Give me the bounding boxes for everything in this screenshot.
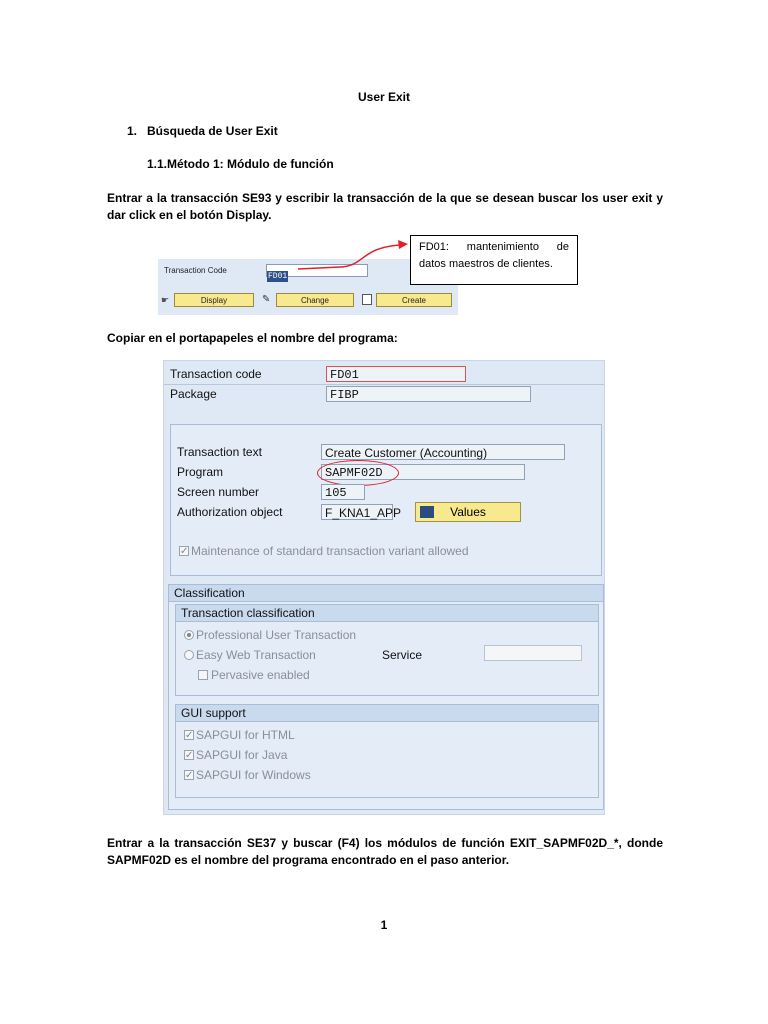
- transaction-classification-group: [175, 604, 599, 696]
- gui-java-checkbox[interactable]: ✓: [185, 750, 194, 761]
- transaction-code-label: Transaction code: [170, 367, 262, 381]
- red-arrow-icon: [290, 238, 415, 274]
- document-title: User Exit: [357, 90, 411, 104]
- program-label: Program: [177, 465, 224, 479]
- screen-number-field[interactable]: 105: [321, 484, 365, 500]
- pencil-icon: ✎: [262, 294, 271, 305]
- easy-web-label: Easy Web Transaction: [196, 648, 316, 662]
- program-field[interactable]: SAPMF02D: [321, 464, 525, 480]
- transaction-code-label: Transaction Code: [164, 266, 227, 275]
- gui-support-header: GUI support: [176, 705, 598, 722]
- maintenance-checkbox[interactable]: ✓: [180, 546, 189, 557]
- paragraph-se37: Entrar a la transacción SE37 y buscar (F4) los módulos de función EXIT_SAPMF02D_*, donde SAPMF02D es el nombre del programa encontrado en el paso anterior.: [107, 836, 663, 867]
- values-button-label: Values: [450, 505, 486, 519]
- paragraph-se93: Entrar a la transacción SE93 y escribir la transacción de la que se desean buscar los user exit y dar click en el botón Display.: [107, 191, 663, 222]
- gui-html-label: SAPGUI for HTML: [196, 728, 295, 742]
- professional-label: Professional User Transaction: [196, 628, 357, 642]
- package-field[interactable]: FIBP: [326, 386, 531, 402]
- gui-html-checkbox[interactable]: ✓: [185, 730, 194, 741]
- program-highlight-circle: [317, 460, 399, 486]
- heading-1-1: 1.1.Método 1: Módulo de función: [147, 157, 334, 171]
- gui-java-label: SAPGUI for Java: [196, 748, 288, 762]
- authorization-object-label: Authorization object: [177, 505, 283, 519]
- sap-transaction-details: [163, 360, 605, 815]
- display-glasses-icon: ☛: [161, 295, 170, 305]
- transaction-code-field[interactable]: FD01: [326, 366, 466, 382]
- gui-support-group: [175, 704, 599, 798]
- authorization-object-field[interactable]: F_KNA1_APP: [321, 504, 393, 520]
- heading-1: 1. Búsqueda de User Exit: [127, 124, 278, 138]
- display-button[interactable]: Display: [174, 293, 254, 307]
- transaction-code-value: FD01: [268, 272, 288, 281]
- gui-windows-checkbox[interactable]: ✓: [185, 770, 194, 781]
- transaction-text-field[interactable]: Create Customer (Accounting): [321, 444, 565, 460]
- change-button[interactable]: Change: [276, 293, 354, 307]
- table-icon: [420, 506, 434, 518]
- package-label: Package: [170, 387, 217, 401]
- screen-number-label: Screen number: [177, 485, 260, 499]
- service-label: Service: [382, 648, 423, 662]
- callout-box: FD01: mantenimiento de datos maestros de clientes.: [410, 235, 578, 285]
- paragraph-copy-program: Copiar en el portapapeles el nombre del programa:: [107, 331, 398, 345]
- gui-windows-label: SAPGUI for Windows: [196, 768, 311, 782]
- transaction-text-label: Transaction text: [177, 445, 262, 459]
- easy-web-radio[interactable]: [184, 650, 194, 660]
- page-number: 1: [380, 918, 388, 932]
- professional-radio[interactable]: [184, 630, 194, 640]
- maintenance-label: Maintenance of standard transaction variant allowed: [191, 544, 469, 558]
- classification-header: Classification: [169, 585, 603, 602]
- transaction-attributes-group: [170, 424, 602, 576]
- values-button[interactable]: [415, 502, 521, 522]
- classification-group: [168, 584, 604, 810]
- pervasive-label: Pervasive enabled: [211, 668, 310, 682]
- divider: [164, 384, 604, 385]
- pervasive-checkbox[interactable]: [198, 670, 208, 680]
- service-field[interactable]: [484, 645, 582, 661]
- new-document-icon: [362, 294, 372, 305]
- transaction-classification-header: Transaction classification: [176, 605, 598, 622]
- create-button[interactable]: Create: [376, 293, 452, 307]
